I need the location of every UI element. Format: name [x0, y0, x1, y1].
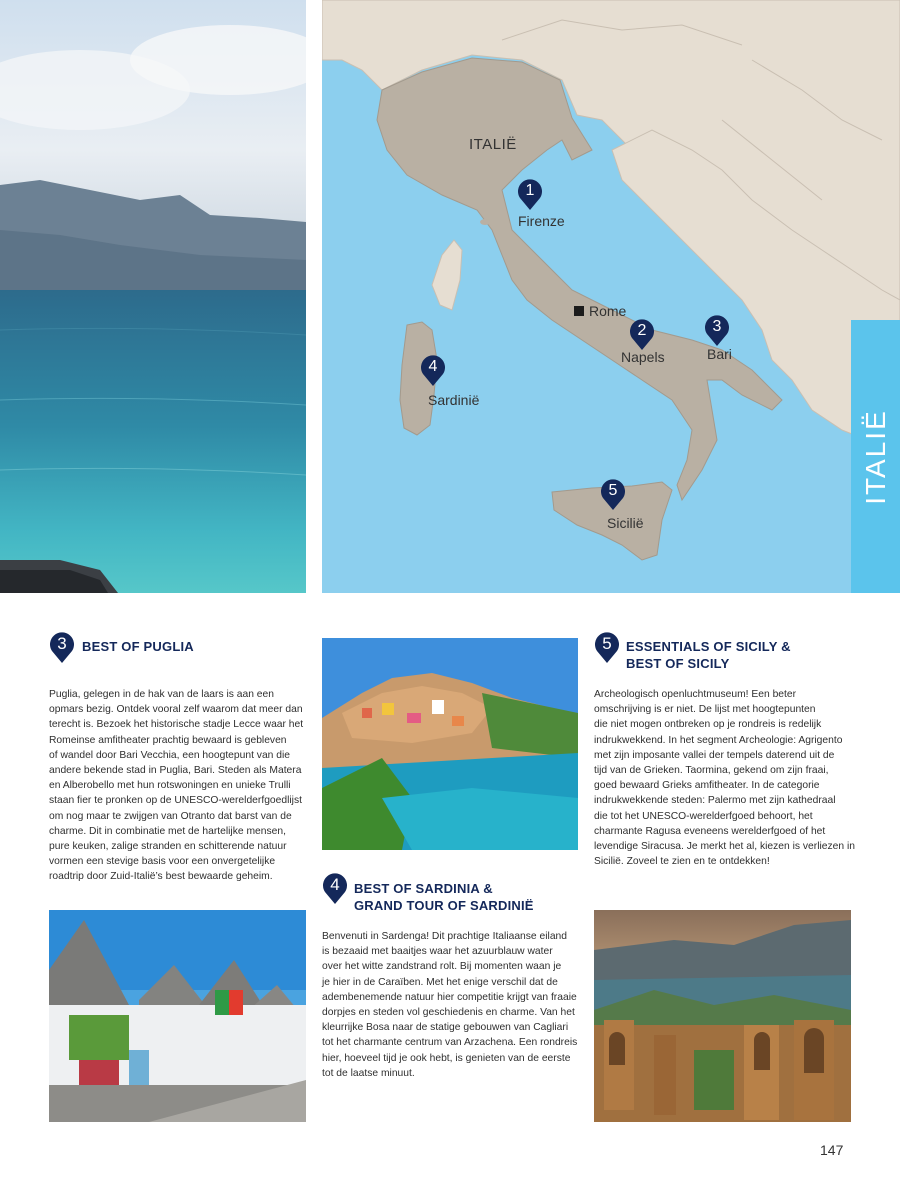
city-label-napels: Napels — [621, 349, 665, 365]
city-label-firenze: Firenze — [518, 213, 565, 229]
city-label-rome: Rome — [589, 303, 627, 319]
section-body-sardinia: Benvenuti in Sardenga! Dit prachtige Italiaanse eiland is bezaaid met baaitjes waar het azuurblauw water over het witte zandstrand rolt. Bij momenten waan je je hier in de Caraïben. Met het enige verschil dat de adembenemende natuur hier competitie krijgt van fraaie dorpjes en steden vol geschiedenis en charme. Van het kleurrijke Bosa naar de statige gebouwen van Cagliari tot het charmante centrum van Arzachena. Een rondreis hier, hoeveel tijd je ook hebt, is genieten van de eerste tot de laatse minuut. — [322, 931, 578, 1079]
photo-trulli-alberobello — [49, 910, 306, 1122]
hero-photo-sea — [0, 0, 306, 593]
map-pin-5: 5 — [600, 478, 626, 510]
map-pin-1: 1 — [517, 178, 543, 210]
photo-castelsardo — [322, 638, 578, 850]
map-pin-2: 2 — [629, 318, 655, 350]
section-title-puglia: BEST OF PUGLIA — [82, 639, 194, 654]
section-pin-5: 5 — [594, 631, 620, 663]
section-pin-4: 4 — [322, 872, 348, 904]
side-tab-label: ITALIË — [859, 408, 891, 505]
page-number: 147 — [820, 1142, 844, 1158]
map-pin-3: 3 — [704, 314, 730, 346]
city-label-sicilie: Sicilië — [607, 515, 644, 531]
section-title-sicily: ESSENTIALS OF SICILY & BEST OF SICILY — [626, 639, 791, 671]
photo-taormina-theatre — [594, 910, 851, 1122]
city-label-bari: Bari — [707, 346, 732, 362]
section-pin-3: 3 — [49, 631, 75, 663]
section-title-sardinia: BEST OF SARDINIA & GRAND TOUR OF SARDINIË — [354, 881, 534, 913]
country-label: ITALIË — [469, 136, 517, 153]
italy-map — [322, 0, 900, 593]
city-label-sardinie: Sardinië — [428, 392, 480, 408]
map-pin-4: 4 — [420, 354, 446, 386]
section-body-sicily: Archeologisch openluchtmuseum! Een beter omschrijving is er niet. De lijst met hoogtepunten die niet mogen ontbreken op je rondreis is redelijk indrukwekkend. In het segment Archeologie: Agrigento met zijn imposante vallei der tempels daterend uit de tijd van de Grieken. Taormina, gekend om zijn fraai, goed bewaard Grieks amfitheater. In de categorie indrukwekkende steden: Palermo met zijn kathedraal die tot het UNESCO-werelderfgoed behoort, het charmante Ragusa eveneens werelderfgoed of het levendige Siracusa. Je merkt het al, kiezen is verliezen in Sicilië. Zoveel te zien en te ontdekken! — [594, 689, 855, 868]
capital-marker — [574, 306, 584, 316]
country-side-tab — [851, 320, 900, 593]
section-body-puglia: Puglia, gelegen in de hak van de laars is aan een opmars bezig. Ontdek vooral zelf waarom dat meer dan terecht is. Bezoek het historische stadje Lecce waar het Romeinse amfitheater prachtig bewaard is gebleven of wandel door Bari Vecchia, een hoogtepunt van die andere bekende stad in Puglia, Bari. Steden als Matera en Alberobello met hun rotswoningen en unieke Trulli staan fier te pronken op de UNESCO-werelderfgoedlijst om nog maar te zwijgen van Otranto dat barst van de charme. Dit in combinatie met de hartelijke mensen, pure keuken, zalige stranden en schitterende natuur vormen een stevige basis voor een onvergetelijke roadtrip door Zuid-Italië’s best bewaarde geheim. — [49, 689, 304, 883]
